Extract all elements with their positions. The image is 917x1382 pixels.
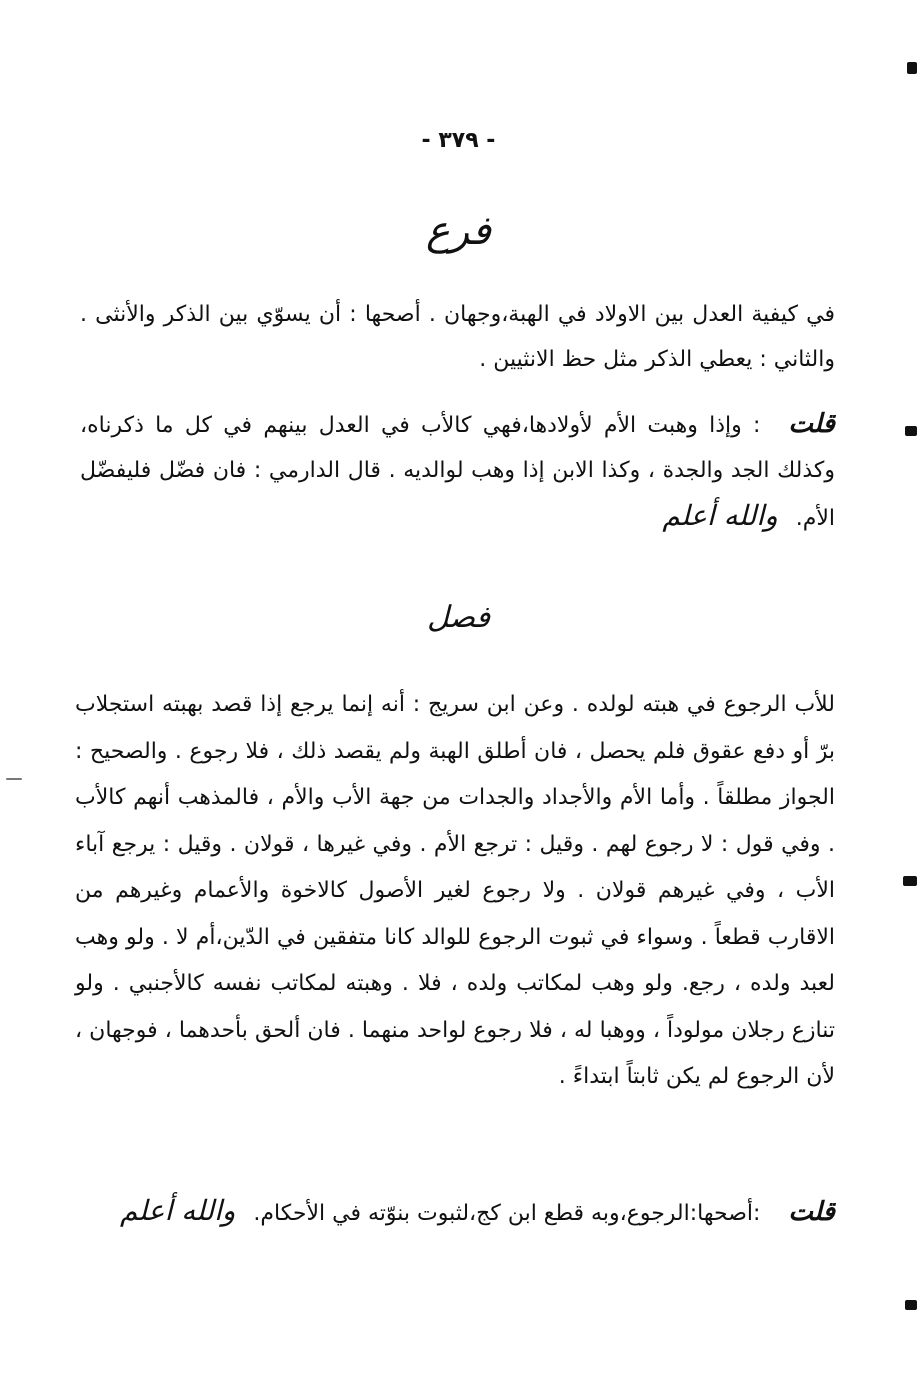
qult-label-2: قلت	[788, 1197, 835, 1227]
paragraph-4-container	[80, 1188, 835, 1236]
closing-wallahu-alam-1: والله أعلم	[662, 499, 778, 532]
paragraph-1: في كيفية العدل بين الاولاد في الهبة،وجهان . أصحها : أن يسوّي بين الذكر والأنثى . والثاني : يعطي الذكر مثل حظ الانثيين .	[80, 302, 835, 372]
paragraph-2-container	[80, 402, 835, 541]
closing-wallahu-alam-2: والله أعلم	[119, 1194, 236, 1227]
paragraph-4: :أصحها:الرجوع،وبه قطع ابن كج،لثبوت بنوّته في الأحكام.	[253, 1201, 761, 1226]
margin-mark-bottom	[905, 1300, 917, 1310]
margin-dots-left	[6, 778, 22, 780]
paragraph-3: للأب الرجوع في هبته لولده . وعن ابن سريج : أنه إنما يرجع إذا قصد بهبته استجلاب برّ أو دفع عقوق فلم يحصل ، فان أطلق الهبة ولم يقصد ذلك ، فلا رجوع . والصحيح : الجواز مطلقاً . وأما الأم والأجداد والجدات من جهة الأب والأم ، فالمذهب أنهم كالأب . وفي قول : لا رجوع لهم . وقيل : ترجع الأم . وفي غيرها ، قولان . وقيل : يرجع آباء الأب ، وفي غيرهم قولان . ولا رجوع لغير الأصول كالاخوة والأعمام وغيرهم من الاقارب قطعاً . وسواء في ثبوت الرجوع للوالد كانا متفقين في الدّين،أم لا . ولو وهب لعبد ولده ، رجع. ولو وهب لمكاتب ولده ، فلا . وهبته لمكاتب نفسه كالأجنبي . ولو تنازع رجلان مولوداً ، ووهبا له ، فلا رجوع لواحد منهما . فان ألحق بأحدهما ، فوجهان ، لأن الرجوع لم يكن ثابتاً ابتداءً .	[75, 692, 835, 1089]
margin-mark-top	[907, 62, 917, 74]
paragraph-2: : وإذا وهبت الأم لأولادها،فهي كالأب في العدل بينهم في كل ما ذكرناه، وكذلك الجد والجدة ، وكذا الابن إذا وهب لوالديه . قال الدارمي : فان فضّل فليفضّل الأم.	[80, 413, 835, 531]
margin-mark-middle	[903, 876, 917, 886]
section-heading-far: فرع	[425, 208, 492, 254]
margin-mark-upper	[905, 426, 917, 436]
page-number: - ٣٧٩ -	[421, 128, 496, 153]
section-heading-fasl: فصل	[426, 600, 491, 635]
qult-label: قلت	[788, 409, 835, 439]
